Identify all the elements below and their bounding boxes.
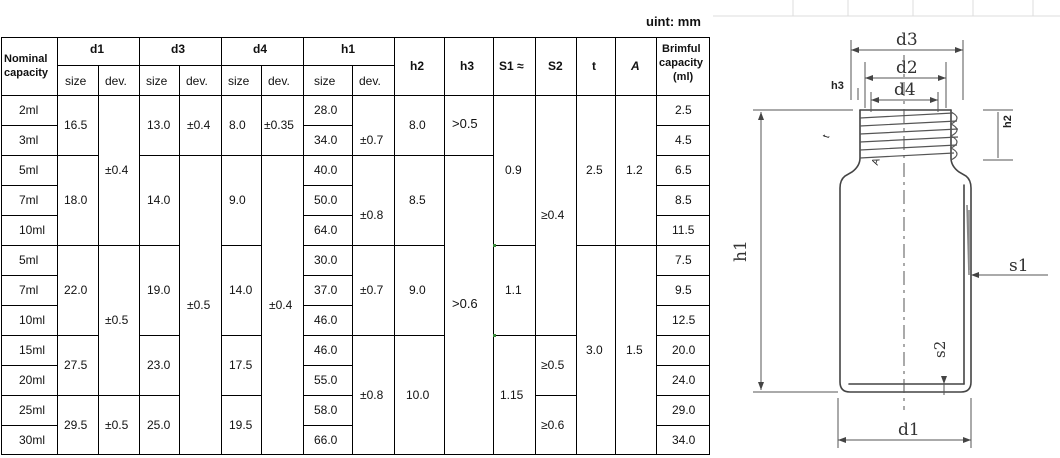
drawing-label-d4: d4 bbox=[894, 80, 916, 100]
drawing-label-a: A bbox=[870, 156, 883, 167]
drawing-label-d2: d2 bbox=[896, 58, 918, 78]
d1-size-cell: 29.5 bbox=[64, 418, 88, 432]
d1-size-cell: 27.5 bbox=[64, 358, 88, 372]
brimful-cell: 20.0 bbox=[672, 343, 696, 357]
nominal-cell: 30ml bbox=[19, 433, 46, 447]
header-d1: d1 bbox=[90, 42, 105, 56]
h1-size-cell: 30.0 bbox=[314, 253, 338, 267]
table-grid bbox=[1, 37, 710, 455]
h2-cell: 9.0 bbox=[409, 283, 426, 297]
drawing-label-s2: s2 bbox=[931, 340, 949, 358]
brimful-cell: 11.5 bbox=[672, 223, 695, 237]
spec-table bbox=[1, 37, 710, 455]
d3-size-cell: 25.0 bbox=[147, 418, 171, 432]
h1-size-cell: 28.0 bbox=[314, 103, 338, 117]
header-d3-dev: dev. bbox=[186, 74, 208, 88]
nominal-cell: 3ml bbox=[19, 133, 39, 147]
brimful-cell: 24.0 bbox=[672, 373, 696, 387]
d1-dev-cell: ±0.4 bbox=[105, 163, 129, 177]
nominal-cell: 7ml bbox=[19, 283, 39, 297]
h1-size-cell: 66.0 bbox=[314, 433, 338, 447]
h1-size-cell: 37.0 bbox=[314, 283, 338, 297]
header-h2: h2 bbox=[410, 59, 425, 73]
header-a: A bbox=[631, 59, 640, 73]
h3-cell: >0.5 bbox=[452, 116, 478, 131]
h1-dev-cell: ±0.7 bbox=[360, 283, 384, 297]
drawing-label-d1: d1 bbox=[898, 420, 920, 440]
d1-size-cell: 22.0 bbox=[64, 283, 88, 297]
drawing-label-h1: h1 bbox=[731, 240, 751, 262]
d3-dev-cell: ±0.4 bbox=[187, 118, 211, 132]
nominal-cell: 5ml bbox=[19, 163, 39, 177]
brimful-cell: 29.0 bbox=[672, 403, 696, 417]
h1-size-cell: 55.0 bbox=[314, 373, 338, 387]
h1-dev-cell: ±0.8 bbox=[360, 208, 384, 222]
d4-size-cell: 8.0 bbox=[229, 118, 246, 132]
header-brimful-3: (ml) bbox=[673, 71, 694, 83]
d3-size-cell: 19.0 bbox=[147, 283, 171, 297]
drawing-label-h2: h2 bbox=[1002, 115, 1014, 128]
h1-size-cell: 46.0 bbox=[314, 313, 338, 327]
s1-cell: 1.15 bbox=[500, 388, 524, 402]
header-s1: S1 ≈ bbox=[499, 59, 524, 73]
header-d3-size: size bbox=[146, 74, 168, 88]
header-brimful-2: capacity bbox=[659, 57, 704, 69]
header-d1-dev: dev. bbox=[105, 74, 127, 88]
h1-dev-cell: ±0.8 bbox=[360, 388, 384, 402]
header-nominal: Nominal bbox=[4, 53, 48, 65]
s1-cell: 1.1 bbox=[505, 283, 522, 297]
brimful-cell: 2.5 bbox=[675, 103, 692, 117]
t-cell: 2.5 bbox=[586, 163, 603, 177]
h1-size-cell: 34.0 bbox=[314, 133, 338, 147]
brimful-cell: 12.5 bbox=[672, 313, 696, 327]
s1-cell: 0.9 bbox=[505, 163, 522, 177]
a-cell: 1.5 bbox=[626, 343, 643, 357]
d4-dev-cell: ±0.35 bbox=[264, 118, 294, 132]
brimful-cell: 34.0 bbox=[672, 433, 696, 447]
d4-size-cell: 19.5 bbox=[229, 418, 253, 432]
nominal-cell: 2ml bbox=[19, 103, 39, 117]
header-h3: h3 bbox=[460, 59, 475, 73]
h3-cell: >0.6 bbox=[452, 296, 478, 311]
header-s2: S2 bbox=[548, 59, 563, 73]
brimful-cell: 6.5 bbox=[675, 163, 692, 177]
s2-cell: ≥0.6 bbox=[541, 418, 565, 432]
vial-outline bbox=[713, 0, 1060, 458]
t-cell: 3.0 bbox=[586, 343, 603, 357]
brimful-cell: 4.5 bbox=[675, 133, 692, 147]
header-t: t bbox=[592, 59, 596, 73]
h2-cell: 10.0 bbox=[406, 388, 430, 402]
h1-size-cell: 46.0 bbox=[314, 343, 338, 357]
d4-size-cell: 17.5 bbox=[229, 358, 253, 372]
d1-dev-cell: ±0.5 bbox=[105, 313, 129, 327]
header-h1-dev: dev. bbox=[359, 74, 381, 88]
d1-dev-cell: ±0.5 bbox=[105, 418, 129, 432]
vial-drawing bbox=[713, 0, 1060, 458]
nominal-cell: 10ml bbox=[19, 313, 46, 327]
s2-cell: ≥0.4 bbox=[541, 208, 565, 222]
brimful-cell: 9.5 bbox=[675, 283, 692, 297]
nominal-cell: 25ml bbox=[19, 403, 46, 417]
drawing-label-h3: h3 bbox=[831, 80, 844, 92]
header-h1-size: size bbox=[314, 74, 336, 88]
h1-size-cell: 50.0 bbox=[314, 193, 338, 207]
d4-dev-cell: ±0.4 bbox=[269, 298, 293, 312]
h1-size-cell: 64.0 bbox=[314, 223, 338, 237]
nominal-cell: 20ml bbox=[19, 373, 46, 387]
h1-dev-cell: ±0.7 bbox=[360, 133, 384, 147]
d1-size-cell: 18.0 bbox=[64, 193, 88, 207]
h1-size-cell: 58.0 bbox=[314, 403, 338, 417]
drawing-label-d3: d3 bbox=[896, 30, 918, 50]
nominal-cell: 15ml bbox=[19, 343, 46, 357]
d3-size-cell: 14.0 bbox=[147, 193, 171, 207]
header-capacity: capacity bbox=[4, 67, 49, 79]
s2-cell: ≥0.5 bbox=[541, 358, 565, 372]
d3-dev-cell: ±0.5 bbox=[187, 298, 211, 312]
header-d1-size: size bbox=[65, 74, 87, 88]
d4-size-cell: 14.0 bbox=[229, 283, 253, 297]
nominal-cell: 10ml bbox=[19, 223, 46, 237]
header-brimful-1: Brimful bbox=[662, 43, 701, 55]
header-h1: h1 bbox=[341, 42, 356, 56]
unit-label: uint: mm bbox=[646, 14, 701, 29]
h2-cell: 8.5 bbox=[409, 193, 426, 207]
d3-size-cell: 13.0 bbox=[147, 118, 171, 132]
d1-size-cell: 16.5 bbox=[64, 118, 88, 132]
header-d4-dev: dev. bbox=[268, 74, 290, 88]
h1-size-cell: 40.0 bbox=[314, 163, 338, 177]
header-d3: d3 bbox=[171, 42, 186, 56]
d4-size-cell: 9.0 bbox=[229, 193, 246, 207]
drawing-label-t: t bbox=[821, 133, 833, 140]
header-d4: d4 bbox=[253, 42, 268, 56]
nominal-cell: 7ml bbox=[19, 193, 39, 207]
brimful-cell: 8.5 bbox=[675, 193, 692, 207]
header-d4-size: size bbox=[228, 74, 250, 88]
a-cell: 1.2 bbox=[626, 163, 643, 177]
nominal-cell: 5ml bbox=[19, 253, 39, 267]
d3-size-cell: 23.0 bbox=[147, 358, 171, 372]
drawing-label-s1: s1 bbox=[1009, 256, 1029, 276]
h2-cell: 8.0 bbox=[409, 118, 426, 132]
brimful-cell: 7.5 bbox=[675, 253, 692, 267]
